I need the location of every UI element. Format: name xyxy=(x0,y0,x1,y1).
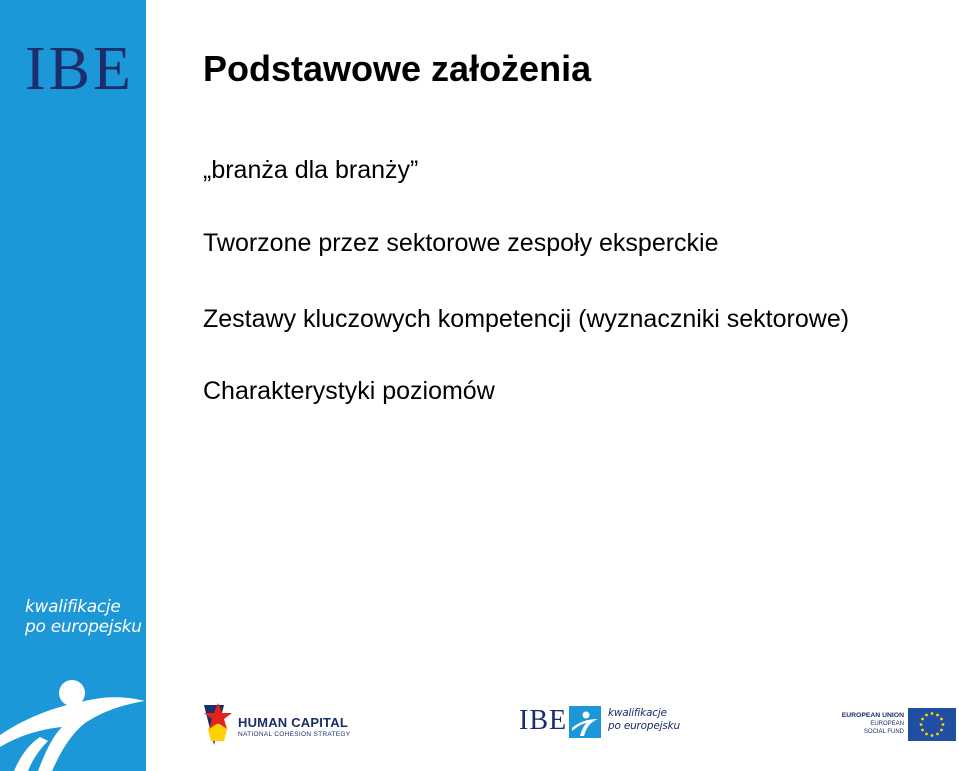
eu-line1: EUROPEAN UNION xyxy=(841,712,904,719)
eu-logo xyxy=(841,708,956,742)
ibe-footer-logo xyxy=(519,701,679,745)
eu-flag-icon xyxy=(908,708,956,741)
ibe-footer-tagline-line1: kwalifikacje xyxy=(608,707,667,719)
sidebar-tagline-line2: po europejsku xyxy=(25,617,142,637)
eu-text xyxy=(842,711,904,736)
human-capital-star-icon xyxy=(200,701,234,749)
sidebar-tagline-line1: kwalifikacje xyxy=(25,597,121,617)
human-capital-title: HUMAN CAPITAL xyxy=(238,715,348,730)
ibe-logo: IBE xyxy=(25,35,134,103)
list-item: Charakterystyki poziomów xyxy=(203,377,495,405)
list-item: Zestawy kluczowych kompetencji (wyznaczniki sektorowe) xyxy=(203,305,850,333)
sidebar xyxy=(0,0,146,771)
sidebar-tagline xyxy=(25,597,143,637)
human-capital-subtitle: NATIONAL COHESION STRATEGY xyxy=(238,731,351,738)
page-title: Podstawowe założenia xyxy=(203,48,592,89)
eu-line3: SOCIAL FUND xyxy=(863,729,904,735)
eu-line2: EUROPEAN xyxy=(870,721,904,727)
ibe-small-logo-text: IBE xyxy=(519,705,568,736)
human-capital-logo xyxy=(200,701,351,749)
ibe-footer-tagline xyxy=(608,707,688,733)
running-figure-icon xyxy=(569,706,601,738)
ibe-footer-tagline-line2: po europejsku xyxy=(608,720,680,732)
list-item: „branża dla branży” xyxy=(203,156,419,184)
list-item: Tworzone przez sektorowe zespoły eksperckie xyxy=(203,229,719,257)
running-figure-icon xyxy=(0,665,146,771)
